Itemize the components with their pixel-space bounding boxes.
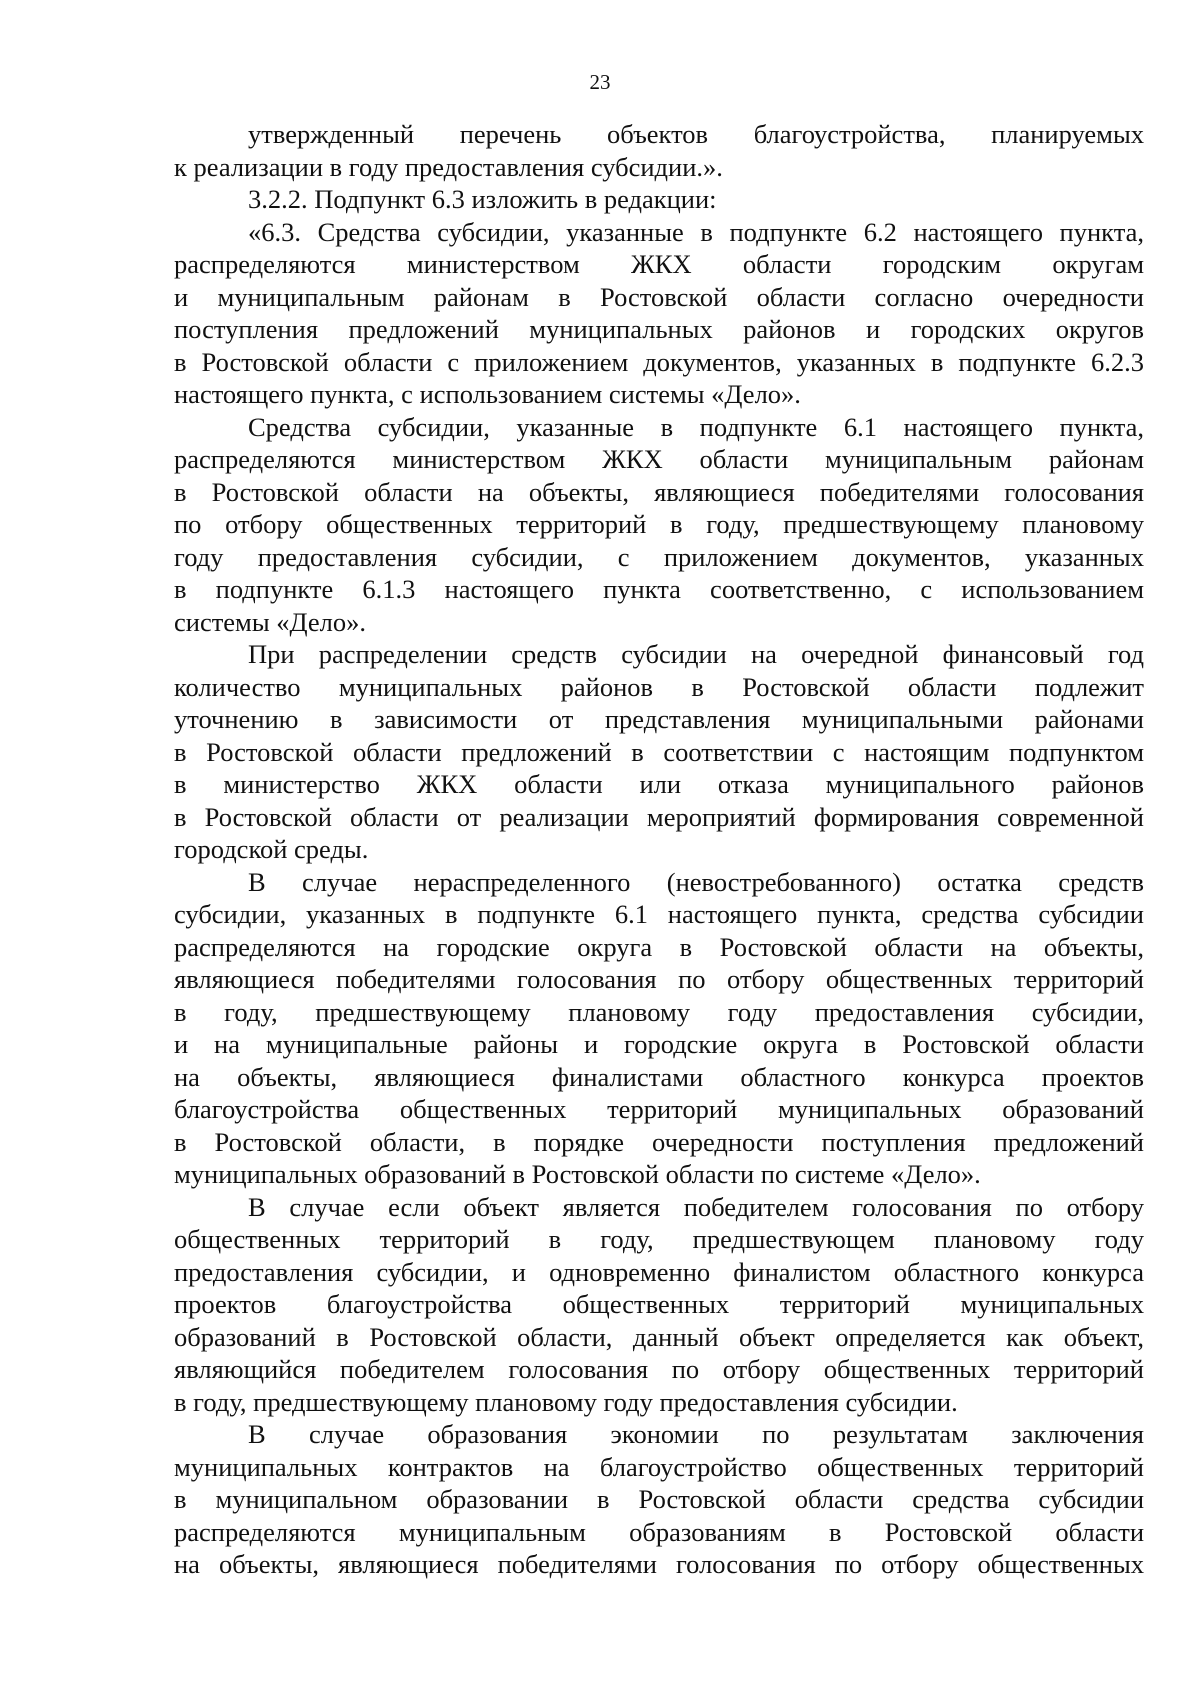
text-line: общественных территорий в году, предшествующем плановому году [174,1224,1144,1254]
text-line: распределяются муниципальным образованиям в Ростовской области [174,1516,1144,1547]
text-line: В случае нераспределенного (невостребованного) остатка средств [248,866,1144,897]
text-line: в подпункте 6.1.3 настоящего пункта соответственно, с использованием [174,574,1144,604]
text-line: муниципальных контрактов на благоустройство общественных территорий [174,1451,1144,1482]
text-line: городской среды. [174,834,369,864]
text-line: При распределении средств субсидии на очередной финансовый год [248,639,1144,669]
text-line: распределяются на городские округа в Ростовской области на объекты, [174,931,1144,962]
text-line: уточнению в зависимости от представления муниципальными районами [174,704,1144,734]
text-line: в году, предшествующему плановому году предоставления субсидии. [174,1386,958,1417]
text-line: являющийся победителем голосования по отбору общественных территорий [174,1354,1144,1384]
text-line: распределяются министерством ЖКХ области городским округам [174,249,1144,279]
text-line: распределяются министерством ЖКХ области муниципальным районам [174,444,1144,474]
document-body [174,118,1144,1581]
text-line: поступления предложений муниципальных районов и городских округов [174,314,1144,344]
text-line: и муниципальным районам в Ростовской области согласно очередности [174,281,1144,312]
text-line: в году, предшествующему плановому году предоставления субсидии, [174,996,1144,1027]
text-line: муниципальных образований в Ростовской области по системе «Дело». [174,1159,981,1189]
text-line: настоящего пункта, с использованием системы «Дело». [174,379,801,409]
text-line: Средства субсидии, указанные в подпункте 6.1 настоящего пункта, [248,411,1144,442]
text-line: проектов благоустройства общественных территорий муниципальных [174,1289,1144,1319]
text-line: «6.3. Средства субсидии, указанные в подпункте 6.2 настоящего пункта, [248,216,1144,247]
text-line: в Ростовской области с приложением документов, указанных в подпункте 6.2.3 [174,346,1144,377]
text-line: на объекты, являющиеся победителями голосования по отбору общественных [174,1549,1144,1579]
text-line: субсидии, указанных в подпункте 6.1 настоящего пункта, средства субсидии [174,899,1144,929]
text-line: по отбору общественных территорий в году, предшествующему плановому [174,509,1144,539]
text-line: в муниципальном образовании в Ростовской области средства субсидии [174,1484,1144,1514]
text-line: предоставления субсидии, и одновременно финалистом областного конкурса [174,1256,1144,1287]
text-line: утвержденный перечень объектов благоустройства, планируемых [248,119,1144,149]
text-line: к реализации в году предоставления субсидии.». [174,151,723,182]
text-line: году предоставления субсидии, с приложением документов, указанных [174,541,1144,572]
text-line: и на муниципальные районы и городские округа в Ростовской области [174,1029,1144,1059]
page-number: 23 [589,70,611,94]
text-line: 3.2.2. Подпункт 6.3 изложить в редакции: [248,184,717,214]
text-line: образований в Ростовской области, данный объект определяется как объект, [174,1321,1144,1352]
text-line: в Ростовской области на объекты, являющиеся победителями голосования [174,476,1144,507]
text-line: благоустройства общественных территорий муниципальных образований [174,1094,1144,1124]
text-line: в Ростовской области от реализации мероприятий формирования современной [174,801,1144,832]
text-line: системы «Дело». [174,606,367,637]
text-line: В случае образования экономии по результатам заключения [248,1419,1144,1449]
text-line: в Ростовской области предложений в соответствии с настоящим подпунктом [174,736,1144,767]
text-line: в Ростовской области, в порядке очередности поступления предложений [174,1126,1144,1157]
text-line: в министерство ЖКХ области или отказа муниципального районов [174,769,1144,799]
text-line: на объекты, являющиеся финалистами областного конкурса проектов [174,1061,1144,1092]
text-line: В случае если объект является победителем голосования по отбору [248,1191,1144,1222]
text-line: являющиеся победителями голосования по отбору общественных территорий [174,964,1144,994]
text-line: количество муниципальных районов в Ростовской области подлежит [174,671,1144,702]
